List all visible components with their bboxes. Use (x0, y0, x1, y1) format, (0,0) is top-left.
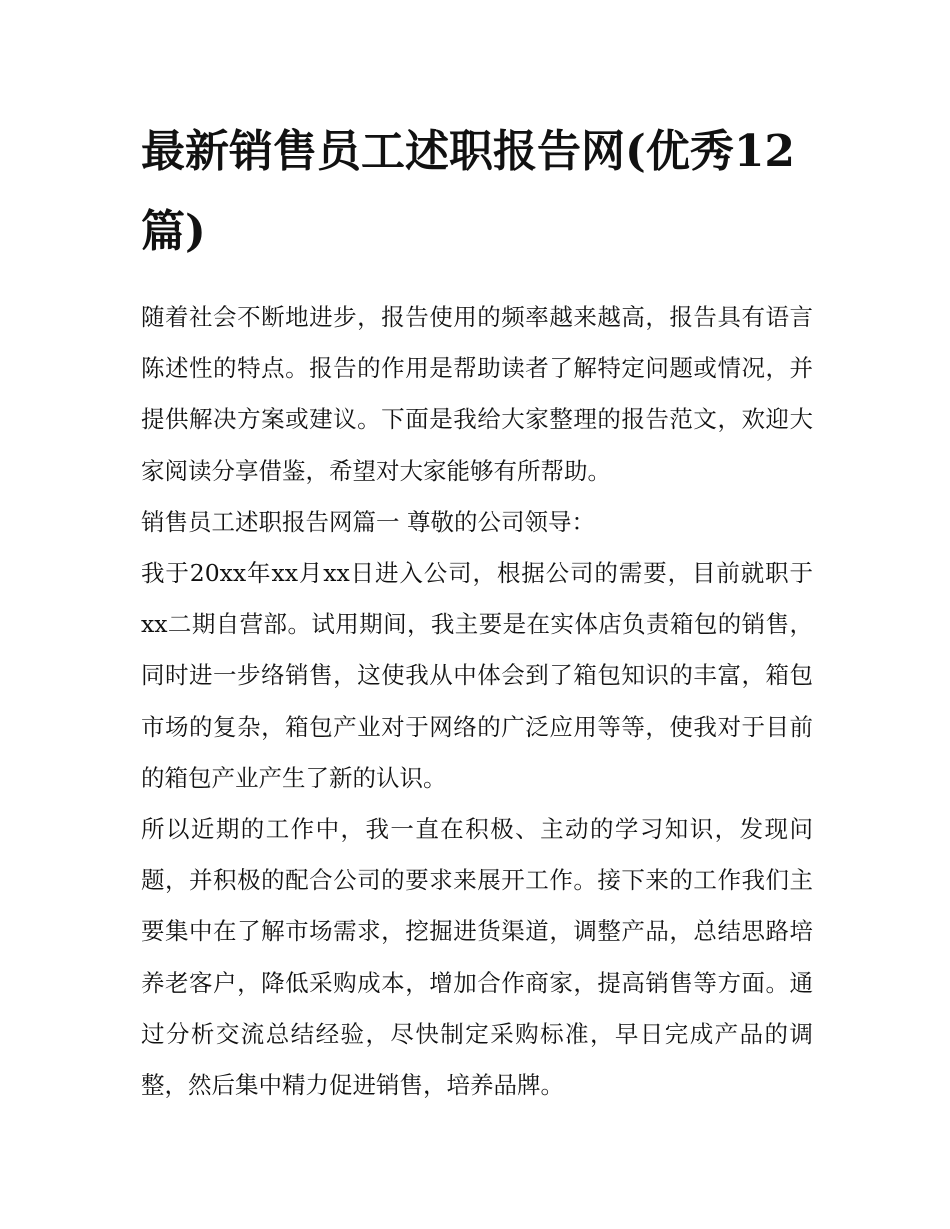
intro-paragraph: 随着社会不断地进步，报告使用的频率越来越高，报告具有语言陈述性的特点。报告的作用是帮助读者了解特定问题或情况，并提供解决方案或建议。下面是我给大家整理的报告范文，欢迎大家阅读分享借鉴，希望对大家能够有所帮助。 (141, 303, 813, 485)
body-paragraph: 所以近期的工作中，我一直在积极、主动的学习知识，发现问题，并积极的配合公司的要求来展开工作。接下来的工作我们主要集中在了解市场需求，挖掘进货渠道，调整产品，总结思路培养老客户，降低采购成本，增加合作商家，提高销售等方面。通过分析交流总结经验，尽快制定采购标准，早日完成产品的调整，然后集中精力促进销售，培养品牌。 (141, 815, 813, 1100)
section-heading-paragraph: 销售员工述职报告网篇一 尊敬的公司领导： (141, 507, 595, 536)
document-page (141, 112, 813, 1111)
body-paragraph: 我于20xx年xx月xx日进入公司，根据公司的需要，目前就职于xx二期自营部。试用期间，我主要是在实体店负责箱包的销售，同时进一步络销售，这使我从中体会到了箱包知识的丰富，箱包市场的复杂，箱包产业对于网络的广泛应用等等，使我对于目前的箱包产业产生了新的认识。 (141, 559, 813, 792)
document-body (141, 292, 813, 1111)
document-title: 最新销售员工述职报告网(优秀12篇) (141, 126, 796, 257)
